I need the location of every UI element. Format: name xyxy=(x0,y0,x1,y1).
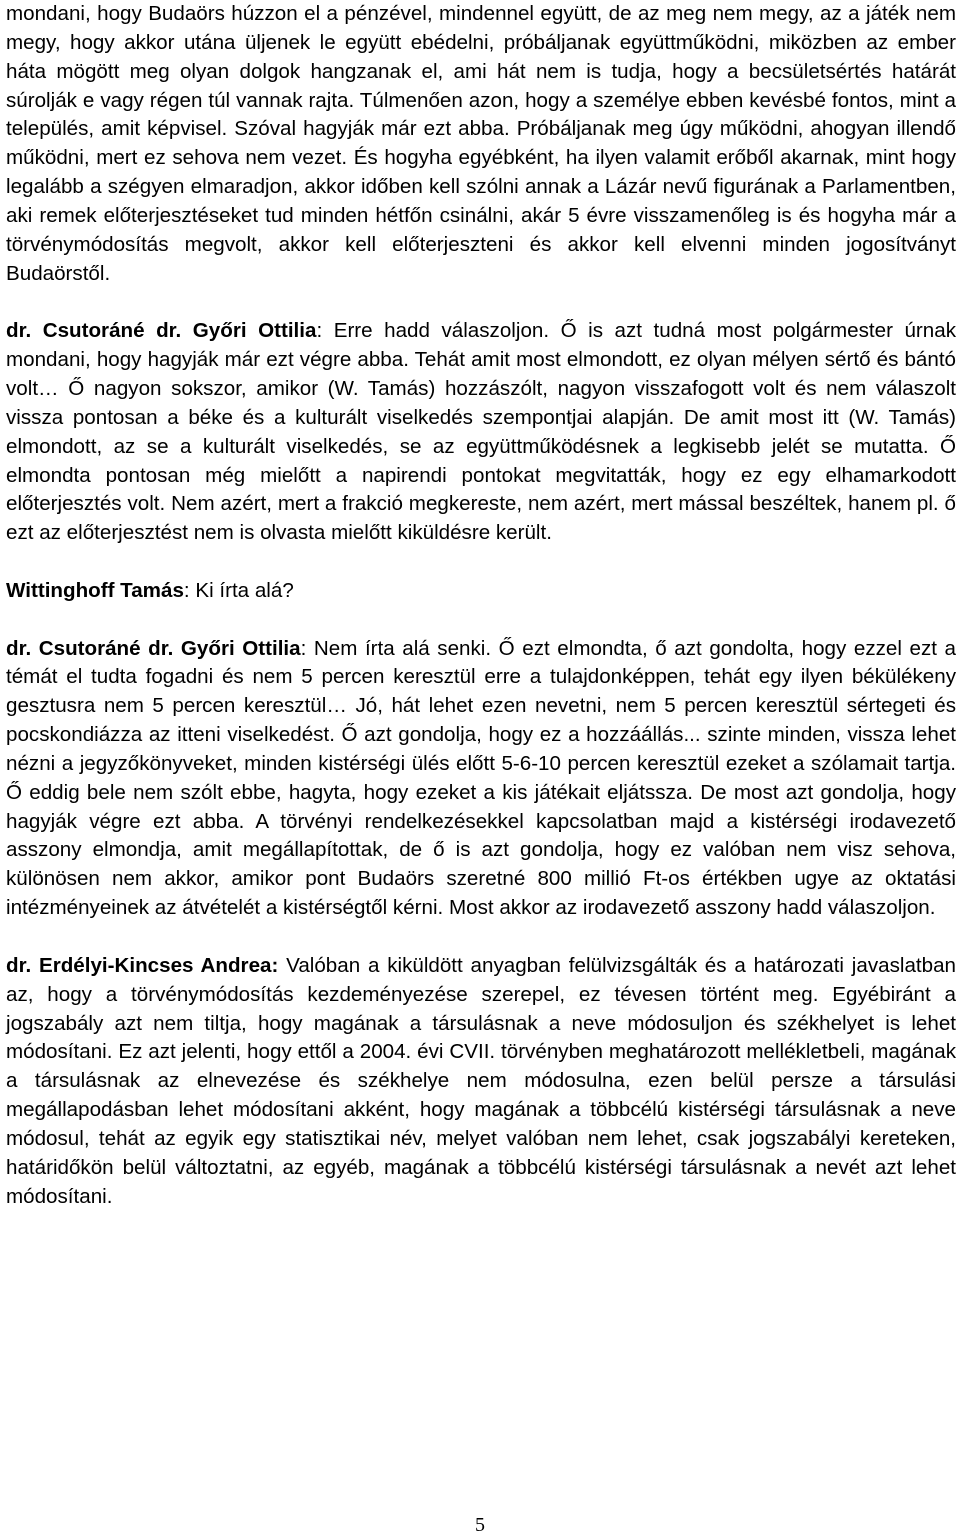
speech-text: : Ki írta alá? xyxy=(183,578,294,602)
document-page xyxy=(6,0,956,1211)
paragraph-gap xyxy=(6,548,956,577)
paragraph-csutorane-1 xyxy=(6,317,956,548)
speaker-name: dr. Erdélyi-Kincses Andrea: xyxy=(6,953,279,977)
speaker-name: dr. Csutoráné dr. Győri Ottilia xyxy=(6,319,317,343)
speaker-name: dr. Csutoráné dr. Győri Ottilia xyxy=(6,636,301,660)
paragraph-wittinghoff xyxy=(6,577,956,606)
paragraph-erdelyi-kincses xyxy=(6,952,956,1212)
speaker-name: Wittinghoff Tamás xyxy=(6,578,184,602)
paragraph-gap xyxy=(6,923,956,952)
speech-text: : Nem írta alá senki. Ő ezt elmondta, ő azt gondolta, hogy ezzel ezt a témát el tudta fogadni és nem 5 percen keresztül erre a tulajdonképpen, tehát egy ilyen békülékeny gesztusra nem 5 percen keresztül… Jó, hát lehet ezen nevetni, nem 5 percen keresztül sértegeti és pocskondiázza az itteni viselkedést. Ő azt gondolja, hogy ez a hozzáállás... szinte minden, vissza lehet nézni a jegyzőkönyveket, minden kistérségi ülés előtt 5-6-10 percen keresztül ezeket a szólamait tartja. Ő eddig bele nem szólt ebbe, hagyta, hogy ezeket a kis játékait eljátssza. De most azt gondolja, hogy hagyják végre ezt abba. A törvényi rendelkezésekkel kapcsolatban majd a kistérségi irodavezető asszony elmondja, amit megállapítottak, de ő is azt gondolja, hogy ez valóban nem visz sehova, különösen nem akkor, amikor pont Budaörs szeretné 800 millió Ft-os értékben ugye az oktatási intézményeinek az átvételét a kistérségtől kérni. Most akkor az irodavezető asszony hadd válaszoljon. xyxy=(6,636,956,920)
page-number: 5 xyxy=(475,1514,485,1536)
paragraph-gap xyxy=(6,288,956,317)
speech-text: Valóban a kiküldött anyagban felülvizsgálták és a határozati javaslatban az, hogy a törvénymódosítás kezdeményezése szerepel, ez tévesen történt meg. Egyébiránt a jogszabály azt nem tiltja, hogy magának a társulásnak a neve módosuljon és székhelyet is lehet módosítani. Ez azt jelenti, hogy ettől a 2004. évi CVII. törvényben meghatározott mellékletbeli, magának a társulásnak az elnevezése és székhelye nem módosulna, ezen belül persze a társulási megállapodásban lehet módosítani akként, hogy magának a többcélú kistérségi társulásnak a neve módosul, tehát az egyik egy statisztikai név, melyet valóban nem lehet, csak jogszabályi kereteken, határidőkön belül változtatni, az egyéb, magának a többcélú kistérségi társulásnak a nevét azt lehet módosítani. xyxy=(6,953,956,1208)
paragraph-gap xyxy=(6,606,956,635)
speech-text: : Erre hadd válaszoljon. Ő is azt tudná most polgármester úrnak mondani, hogy hagyják már ezt végre abba. Tehát amit most elmondott, ez olyan mélyen sértő és bántó volt… Ő nagyon sokszor, amikor (W. Tamás) hozzászólt, nagyon visszafogott volt és nem válaszolt vissza pontosan a béke és a kulturált viselkedés szempontjai alapján. De amit most itt (W. Tamás) elmondott, az se a kulturált viselkedés, se az együttműködésnek a legkisebb jelét se mutatta. Ő elmondta pontosan még mielőtt a napirendi pontokat megvitatták, hogy ez egy elhamarkodott előterjesztés volt. Nem azért, mert a frakció megkereste, nem azért, mert mással beszéltek, hanem pl. ő ezt az előterjesztést nem is olvasta mielőtt kiküldésre került. xyxy=(6,319,956,545)
paragraph-csutorane-2 xyxy=(6,635,956,923)
paragraph-intro xyxy=(6,0,956,288)
paragraph-intro-text: mondani, hogy Budaörs húzzon el a pénzével, mindennel együtt, de az meg nem megy, az a játék nem megy, hogy akkor utána üljenek le együtt ebédelni, próbáljanak együttműködni, miközben az ember háta mögött meg olyan dolgok hangzanak el, ami hát nem is tudja, hogy a becsületsértés határát súrolják e vagy régen túl vannak rajta. Túlmenően azon, hogy a személye ebben kevésbé fontos, mint a település, amit képvisel. Szóval hagyják már ezt abba. Próbáljanak meg úgy működni, ahogyan illendő működni, mert ez sehova nem vezet. És hogyha egyébként, ha ilyen valamit erőből akarnak, mint hogy legalább a szégyen elmaradjon, akkor időben kell szólni annak a Lázár nevű figurának a Parlamentben, aki remek előterjesztéseket tud minden hétfőn csinálni, akár 5 évre visszamenőleg is és hogyha már a törvénymódosítás megvolt, akkor kell előterjeszteni és akkor kell elvenni minden jogosítványt Budaörstől. xyxy=(6,2,956,285)
